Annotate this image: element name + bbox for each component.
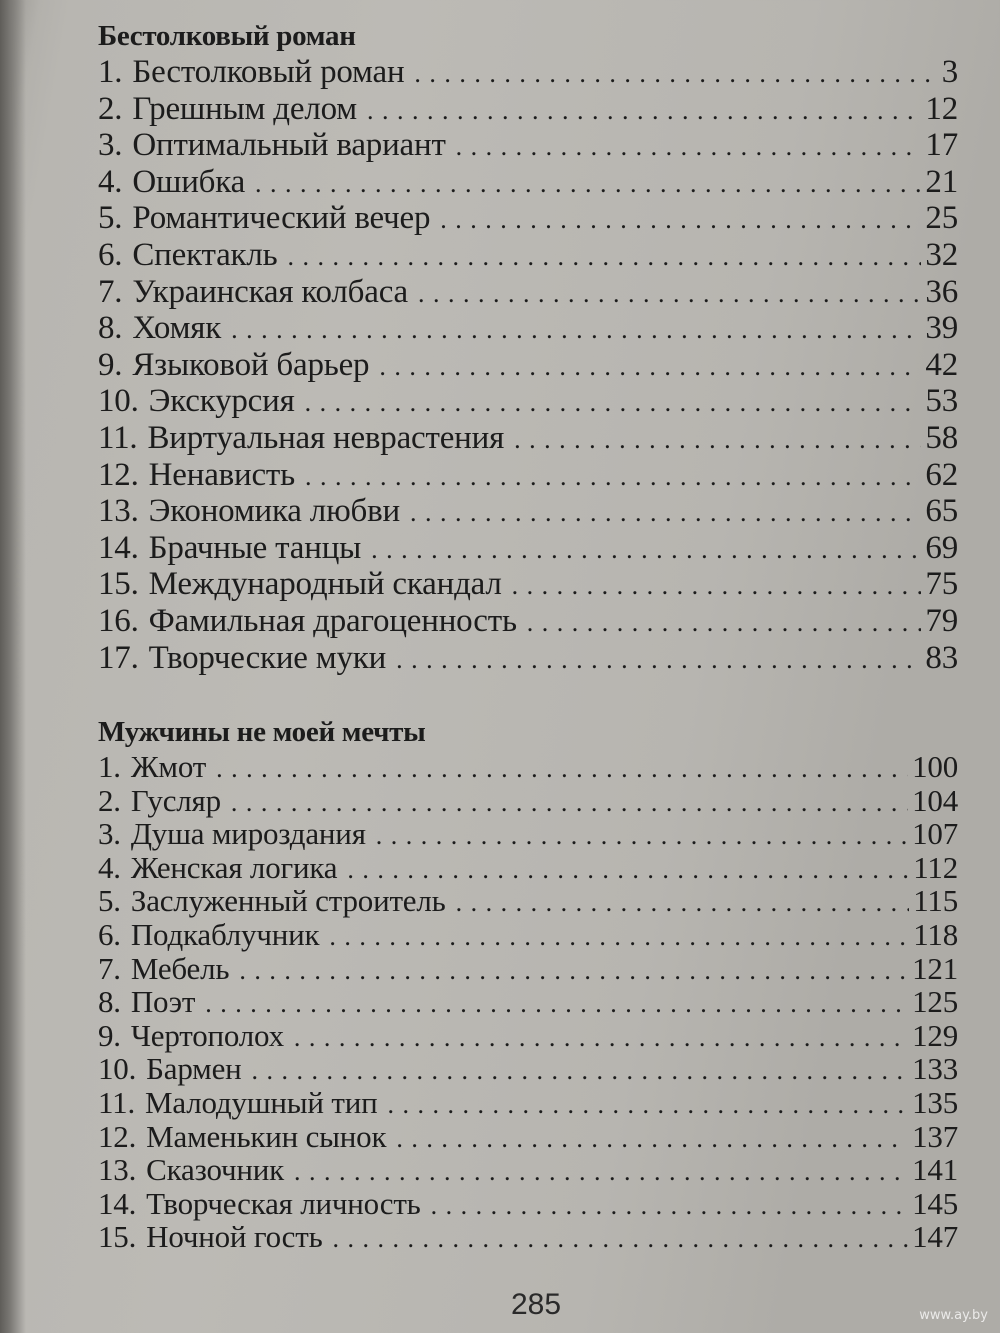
toc-entry: [98, 164, 958, 201]
dot-leader: [396, 1122, 908, 1156]
entry-title: Чертополох: [130, 1017, 284, 1053]
entry-number: 14.: [98, 1185, 137, 1221]
entry-title: Ненависть: [148, 456, 296, 493]
toc-entry: [98, 985, 958, 1019]
entry-title: Экскурсия: [148, 383, 295, 420]
dot-leader: [367, 93, 921, 130]
toc-entry: [98, 237, 958, 274]
dot-leader: [414, 56, 937, 93]
dot-leader: [512, 568, 922, 605]
toc-entry: [98, 54, 958, 91]
entry-number: 5.: [98, 200, 123, 237]
entry-title: Маменькин сынок: [146, 1118, 387, 1154]
entry-number: 13.: [98, 1152, 137, 1188]
dot-leader: [418, 276, 921, 313]
entry-title: Украинская колбаса: [132, 273, 409, 310]
entry-number: 2.: [98, 90, 123, 127]
entry-title: Мебель: [130, 950, 230, 986]
table-of-contents: [98, 18, 958, 1254]
entry-number: 2.: [98, 782, 121, 818]
toc-entry: [98, 750, 958, 784]
entry-title: Творческие муки: [148, 639, 387, 676]
dot-leader: [231, 312, 921, 349]
toc-entry: [98, 347, 958, 384]
entry-title: Поэт: [130, 984, 196, 1020]
toc-entry: [98, 530, 958, 567]
entry-number: 3.: [98, 816, 121, 852]
entry-title: Жмот: [130, 749, 207, 785]
entry-title: Бармен: [146, 1051, 242, 1087]
entry-number: 12.: [98, 1118, 137, 1154]
entry-title: Виртуальная неврастения: [147, 419, 505, 456]
dot-leader: [388, 1088, 909, 1122]
entry-number: 11.: [98, 419, 138, 456]
entry-number: 7.: [98, 273, 123, 310]
entry-page-number: 69: [925, 529, 958, 566]
entry-number: 3.: [98, 127, 123, 164]
entry-number: 10.: [98, 383, 139, 420]
entry-number: 16.: [98, 602, 139, 639]
toc-entry: [98, 566, 958, 603]
entry-page-number: 36: [925, 273, 958, 310]
dot-leader: [329, 920, 909, 954]
entry-page-number: 79: [925, 602, 958, 639]
toc-entry: [98, 884, 958, 918]
entry-title: Оптимальный вариант: [132, 127, 446, 164]
toc-entry: [98, 1153, 958, 1187]
entry-title: Брачные танцы: [148, 529, 362, 566]
dot-leader: [347, 853, 909, 887]
entry-page-number: 58: [925, 419, 958, 456]
dot-leader: [252, 1054, 909, 1088]
section-title: Мужчины не моей мечты: [98, 716, 426, 749]
dot-leader: [396, 642, 921, 679]
toc-entry: [98, 200, 958, 237]
entry-title: Заслуженный строитель: [130, 883, 446, 919]
entry-title: Женская логика: [130, 849, 338, 885]
entry-page-number: 65: [925, 493, 958, 530]
entry-page-number: 129: [912, 1017, 958, 1053]
watermark-text: www.ay.by: [919, 1308, 988, 1323]
toc-section: [98, 714, 958, 1254]
toc-entry: [98, 457, 958, 494]
toc-entry: [98, 1086, 958, 1120]
dot-leader: [379, 349, 921, 386]
entry-title: Творческая личность: [146, 1185, 421, 1221]
page-binding-shadow: [0, 0, 26, 1333]
dot-leader: [231, 786, 908, 820]
entry-page-number: 32: [925, 236, 958, 273]
toc-entry: [98, 784, 958, 818]
entry-page-number: 12: [925, 90, 958, 127]
dot-leader: [294, 1021, 908, 1055]
dot-leader: [205, 987, 908, 1021]
dot-leader: [431, 1189, 908, 1223]
entry-page-number: 118: [913, 917, 958, 953]
entry-number: 10.: [98, 1051, 137, 1087]
entry-number: 1.: [98, 749, 121, 785]
dot-leader: [514, 422, 921, 459]
toc-entry: [98, 851, 958, 885]
entry-page-number: 135: [912, 1085, 958, 1121]
entry-page-number: 141: [912, 1152, 958, 1188]
entry-page-number: 62: [925, 456, 958, 493]
entry-number: 1.: [98, 54, 123, 90]
entry-page-number: 42: [925, 346, 958, 383]
dot-leader: [305, 385, 922, 422]
entry-page-number: 39: [925, 310, 958, 347]
dot-leader: [288, 239, 922, 276]
entry-number: 9.: [98, 1017, 121, 1053]
dot-leader: [456, 886, 910, 920]
entry-page-number: 107: [912, 816, 958, 852]
entry-number: 12.: [98, 456, 139, 493]
entry-page-number: 133: [912, 1051, 958, 1087]
dot-leader: [305, 459, 921, 496]
entry-page-number: 125: [912, 984, 958, 1020]
entry-page-number: 145: [912, 1185, 958, 1221]
entry-page-number: 112: [913, 849, 958, 885]
dot-leader: [440, 202, 921, 239]
toc-entry: [98, 952, 958, 986]
toc-entry: [98, 383, 958, 420]
entry-title: Подкаблучник: [130, 917, 320, 953]
toc-entry: [98, 1052, 958, 1086]
entry-number: 7.: [98, 950, 121, 986]
entry-title: Ошибка: [132, 163, 246, 200]
toc-entry: [98, 1019, 958, 1053]
toc-entry: [98, 127, 958, 164]
entry-list: [98, 54, 958, 676]
entry-number: 15.: [98, 566, 139, 603]
entry-number: 13.: [98, 493, 139, 530]
entry-number: 9.: [98, 346, 123, 383]
toc-entry: [98, 603, 958, 640]
dot-leader: [410, 495, 921, 532]
toc-entry: [98, 1120, 958, 1154]
section-title: Бестолковый роман: [98, 20, 356, 52]
entry-page-number: 137: [912, 1118, 958, 1154]
toc-entry: [98, 640, 958, 677]
toc-entry: [98, 1187, 958, 1221]
entry-title: Хомяк: [132, 310, 222, 347]
entry-page-number: 3: [941, 54, 958, 90]
entry-title: Романтический вечер: [132, 200, 431, 237]
entry-number: 4.: [98, 163, 123, 200]
entry-title: Экономика любви: [148, 493, 400, 530]
entry-page-number: 115: [913, 883, 958, 919]
entry-number: 15.: [98, 1219, 137, 1255]
entry-page-number: 121: [912, 950, 958, 986]
entry-title: Фамильная драгоценность: [148, 602, 517, 639]
entry-page-number: 147: [912, 1219, 958, 1255]
entry-page-number: 53: [925, 383, 958, 420]
entry-title: Международный скандал: [148, 566, 502, 603]
entry-number: 6.: [98, 917, 121, 953]
entry-title: Спектакль: [132, 236, 278, 273]
entry-number: 5.: [98, 883, 121, 919]
toc-entry: [98, 817, 958, 851]
entry-title: Гусляр: [130, 782, 221, 818]
entry-page-number: 83: [925, 639, 958, 676]
entry-number: 14.: [98, 529, 139, 566]
dot-leader: [371, 532, 921, 569]
dot-leader: [527, 605, 922, 642]
entry-title: Малодушный тип: [145, 1085, 378, 1121]
dot-leader: [376, 819, 908, 853]
dot-leader: [216, 752, 908, 786]
dot-leader: [239, 954, 908, 988]
entry-page-number: 17: [925, 127, 958, 164]
entry-number: 11.: [98, 1085, 135, 1121]
entry-number: 8.: [98, 984, 121, 1020]
toc-entry: [98, 918, 958, 952]
entry-number: 17.: [98, 639, 139, 676]
toc-entry: [98, 274, 958, 311]
dot-leader: [294, 1155, 908, 1189]
entry-title: Ночной гость: [146, 1219, 323, 1255]
entry-title: Бестолковый роман: [132, 54, 405, 90]
toc-entry: [98, 493, 958, 530]
toc-entry: [98, 420, 958, 457]
entry-number: 8.: [98, 310, 123, 347]
toc-entry: [98, 310, 958, 347]
entry-number: 6.: [98, 236, 123, 273]
entry-title: Душа мироздания: [130, 816, 366, 852]
entry-list: [98, 750, 958, 1254]
entry-page-number: 25: [925, 200, 958, 237]
dot-leader: [456, 129, 922, 166]
entry-page-number: 104: [912, 782, 958, 818]
dot-leader: [333, 1222, 909, 1256]
toc-entry: [98, 1220, 958, 1254]
toc-section: [98, 18, 958, 676]
toc-entry: [98, 91, 958, 128]
entry-title: Грешным делом: [132, 90, 357, 127]
entry-page-number: 100: [912, 749, 958, 785]
page-number: 285: [510, 1288, 562, 1321]
entry-title: Языковой барьер: [132, 346, 370, 383]
entry-page-number: 75: [925, 566, 958, 603]
entry-page-number: 21: [925, 163, 958, 200]
dot-leader: [255, 166, 921, 203]
entry-title: Сказочник: [146, 1152, 284, 1188]
entry-number: 4.: [98, 849, 121, 885]
